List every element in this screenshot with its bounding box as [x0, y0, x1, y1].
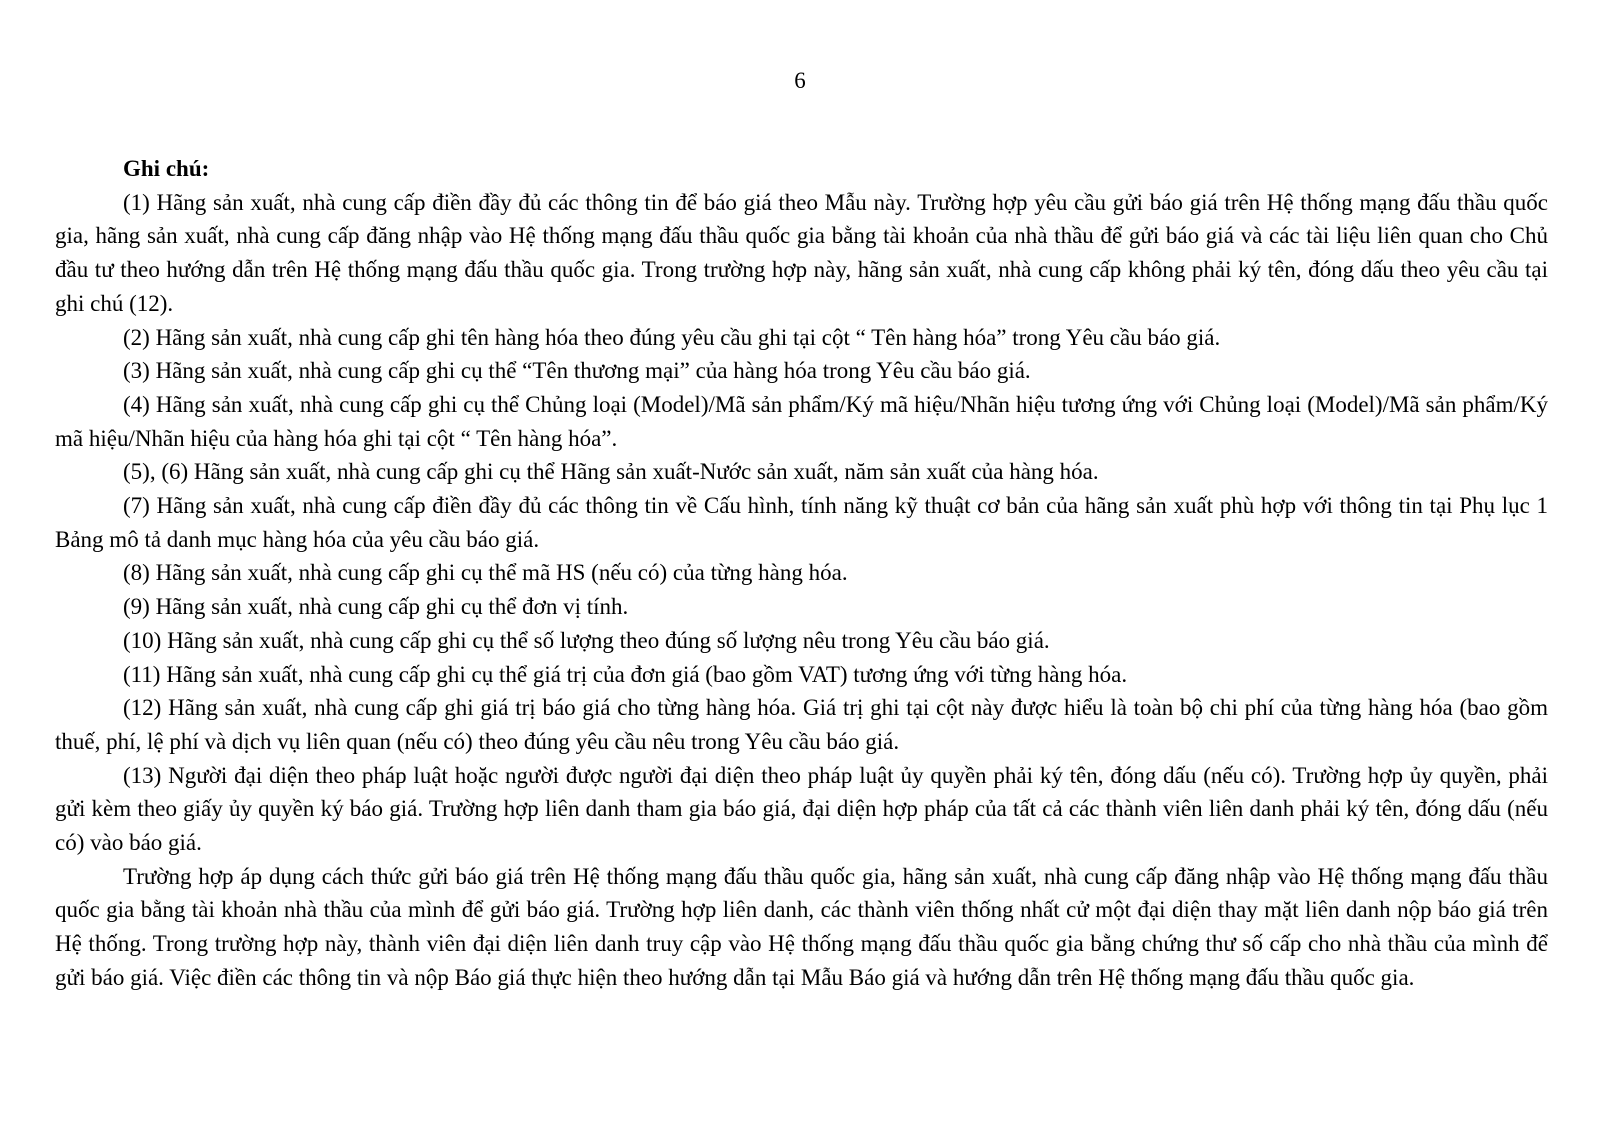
- note-13: (13) Người đại diện theo pháp luật hoặc người được người đại diện theo pháp luật ủy quyền phải ký tên, đóng dấu (nếu có). Trường hợp ủy quyền, phải gửi kèm theo giấy ủy quyền ký báo giá. Trường hợp liên danh tham gia báo giá, đại diện hợp pháp của tất cả các thành viên liên danh phải ký tên, đóng dấu (nếu có) vào báo giá.: [55, 762, 1548, 856]
- note-10: (10) Hãng sản xuất, nhà cung cấp ghi cụ thể số lượng theo đúng số lượng nêu trong Yêu cầu báo giá.: [123, 627, 1050, 653]
- note-9: (9) Hãng sản xuất, nhà cung cấp ghi cụ thể đơn vị tính.: [123, 594, 629, 620]
- note-11: (11) Hãng sản xuất, nhà cung cấp ghi cụ thể giá trị của đơn giá (bao gồm VAT) tương ứng với từng hàng hóa.: [123, 661, 1128, 687]
- note-12: (12) Hãng sản xuất, nhà cung cấp ghi giá trị báo giá cho từng hàng hóa. Giá trị ghi tại cột này được hiểu là toàn bộ chi phí của từng hàng hóa (bao gồm thuế, phí, lệ phí và dịch vụ liên quan (nếu có) theo đúng yêu cầu nêu trong Yêu cầu báo giá.: [55, 695, 1548, 754]
- closing-paragraph: Trường hợp áp dụng cách thức gửi báo giá trên Hệ thống mạng đấu thầu quốc gia, hãng sản xuất, nhà cung cấp đăng nhập vào Hệ thống mạng đấu thầu quốc gia bằng tài khoản nhà thầu của mình để gửi báo giá. Trường hợp liên danh, các thành viên thống nhất cử một đại diện thay mặt liên danh nộp báo giá trên Hệ thống. Trong trường hợp này, thành viên đại diện liên danh truy cập vào Hệ thống mạng đấu thầu quốc gia bằng chứng thư số cấp cho nhà thầu của mình để gửi báo giá. Việc điền các thông tin và nộp Báo giá thực hiện theo hướng dẫn tại Mẫu Báo giá và hướng dẫn trên Hệ thống mạng đấu thầu quốc gia.: [55, 863, 1548, 990]
- page-number: 6: [794, 68, 806, 93]
- note-4: (4) Hãng sản xuất, nhà cung cấp ghi cụ thể Chủng loại (Model)/Mã sản phẩm/Ký mã hiệu/Nhãn hiệu tương ứng với Chủng loại (Model)/Mã sản phẩm/Ký mã hiệu/Nhãn hiệu của hàng hóa ghi tại cột “ Tên hàng hóa”.: [55, 391, 1548, 451]
- note-7: (7) Hãng sản xuất, nhà cung cấp điền đầy đủ các thông tin về Cấu hình, tính năng kỹ thuật cơ bản của hãng sản xuất phù hợp với thông tin tại Phụ lục 1 Bảng mô tả danh mục hàng hóa của yêu cầu báo giá.: [55, 493, 1548, 552]
- note-5-6: (5), (6) Hãng sản xuất, nhà cung cấp ghi cụ thể Hãng sản xuất-Nước sản xuất, năm sản xuất của hàng hóa.: [123, 459, 1099, 485]
- note-3: (3) Hãng sản xuất, nhà cung cấp ghi cụ thể “Tên thương mại” của hàng hóa trong Yêu cầu báo giá.: [123, 358, 1031, 384]
- note-1: (1) Hãng sản xuất, nhà cung cấp điền đầy đủ các thông tin để báo giá theo Mẫu này. Trường hợp yêu cầu gửi báo giá trên Hệ thống mạng đấu thầu quốc gia, hãng sản xuất, nhà cung cấp đăng nhập vào Hệ thống mạng đấu thầu quốc gia bằng tài khoản của nhà thầu để gửi báo giá và các tài liệu liên quan cho Chủ đầu tư theo hướng dẫn trên Hệ thống mạng đấu thầu quốc gia. Trong trường hợp này, hãng sản xuất, nhà cung cấp không phải ký tên, đóng dấu theo yêu cầu tại ghi chú (12).: [55, 189, 1548, 316]
- note-8: (8) Hãng sản xuất, nhà cung cấp ghi cụ thể mã HS (nếu có) của từng hàng hóa.: [123, 560, 848, 586]
- note-2: (2) Hãng sản xuất, nhà cung cấp ghi tên hàng hóa theo đúng yêu cầu ghi tại cột “ Tên hàng hóa” trong Yêu cầu báo giá.: [123, 324, 1221, 350]
- notes-heading: Ghi chú:: [123, 156, 210, 181]
- notes-section: [55, 152, 1548, 995]
